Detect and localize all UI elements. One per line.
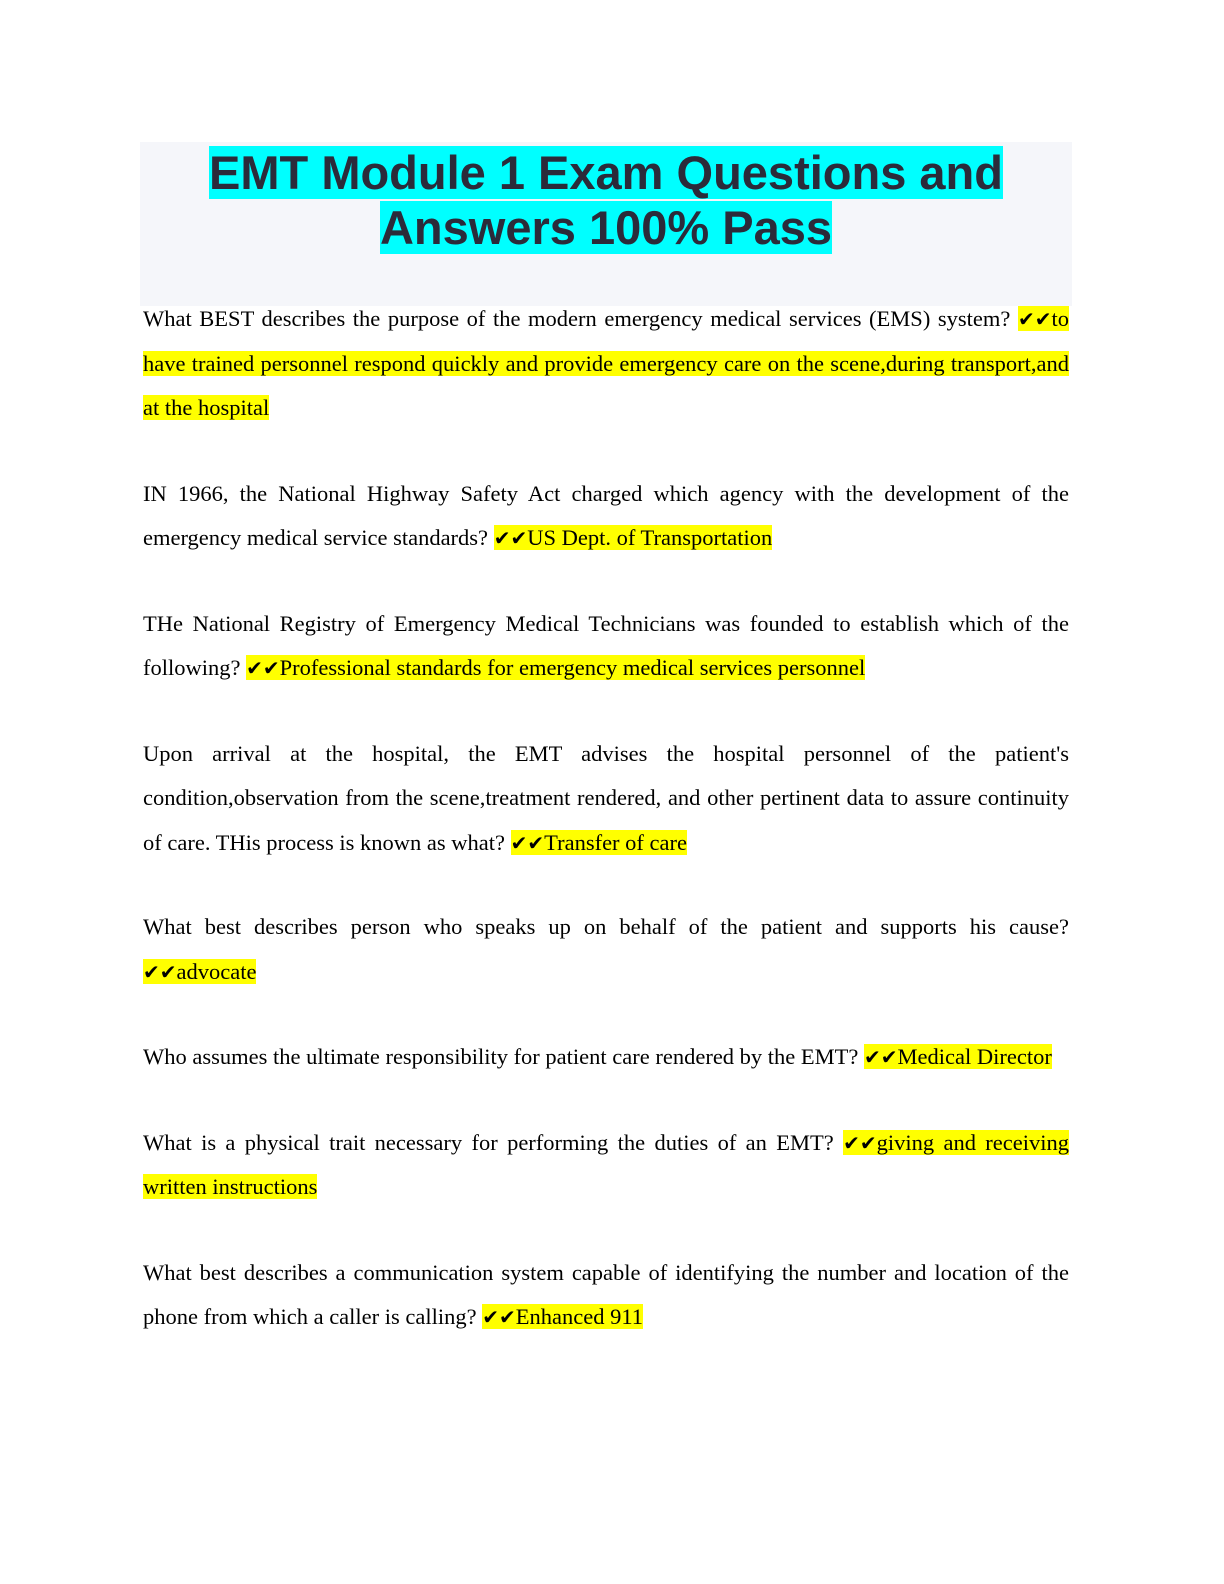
question-text: What best describes a communication system capable of identifying the number and location of the phone from which a caller is calling? [143, 1259, 1069, 1329]
document-title [140, 142, 1072, 255]
question-text: IN 1966, the National Highway Safety Act charged which agency with the development of the emergency medical service standards? [143, 480, 1069, 550]
check-icon: ✔✔ [843, 1130, 877, 1155]
question-text: What BEST describes the purpose of the modern emergency medical services (EMS) system? [143, 306, 1011, 331]
qa-item [143, 472, 1069, 561]
check-icon: ✔✔ [482, 1305, 516, 1329]
check-icon: ✔✔ [143, 959, 177, 984]
question-text: What is a physical trait necessary for performing the duties of an EMT? [143, 1129, 834, 1155]
answer-text: to have trained personnel respond quickly and provide emergency care on the scene,during transport,and at the hospital [143, 306, 1070, 420]
qa-item [143, 905, 1069, 994]
answer-text: Medical Director [897, 1044, 1052, 1069]
question-text: Upon arrival at the hospital, the EMT advises the hospital personnel of the patient's condition,observation from the scene,treatment rendered, and other pertinent data to assure continuity of care. THis process is known as what? [143, 740, 1069, 855]
check-icon: ✔✔ [510, 830, 545, 855]
question-text: Who assumes the ultimate responsibility for patient care rendered by the EMT? [143, 1044, 859, 1069]
qa-item [143, 732, 1069, 866]
question-text: What best describes person who speaks up on behalf of the patient and supports his cause? [143, 914, 1069, 939]
answer-highlight [494, 525, 773, 550]
check-icon: ✔✔ [246, 656, 280, 680]
answer-highlight [246, 655, 865, 680]
answer-text: giving and receiving written instructions [143, 1129, 1070, 1199]
answer-text: Transfer of care [544, 829, 687, 855]
qa-item [143, 1251, 1069, 1340]
title-banner [140, 142, 1072, 306]
title-text: EMT Module 1 Exam Questions and Answers 100% Pass [209, 146, 1003, 254]
answer-text: Enhanced 911 [515, 1304, 644, 1329]
qa-item [143, 297, 1069, 431]
qa-item [143, 602, 1069, 691]
qa-item [143, 1035, 1069, 1080]
check-icon: ✔✔ [864, 1045, 898, 1069]
answer-text: Professional standards for emergency medical services personnel [279, 655, 866, 680]
answer-highlight [511, 830, 687, 855]
answer-highlight [143, 959, 256, 984]
check-icon: ✔✔ [1017, 307, 1052, 331]
answer-highlight [482, 1304, 643, 1329]
answer-text: advocate [176, 958, 257, 984]
check-icon: ✔✔ [493, 526, 528, 550]
answer-text: US Dept. of Transportation [527, 525, 773, 550]
question-text: THe National Registry of Emergency Medical Technicians was founded to establish which of the following? [143, 610, 1069, 680]
qa-item [143, 1121, 1069, 1210]
qa-list [143, 297, 1069, 1381]
answer-highlight [864, 1044, 1052, 1069]
